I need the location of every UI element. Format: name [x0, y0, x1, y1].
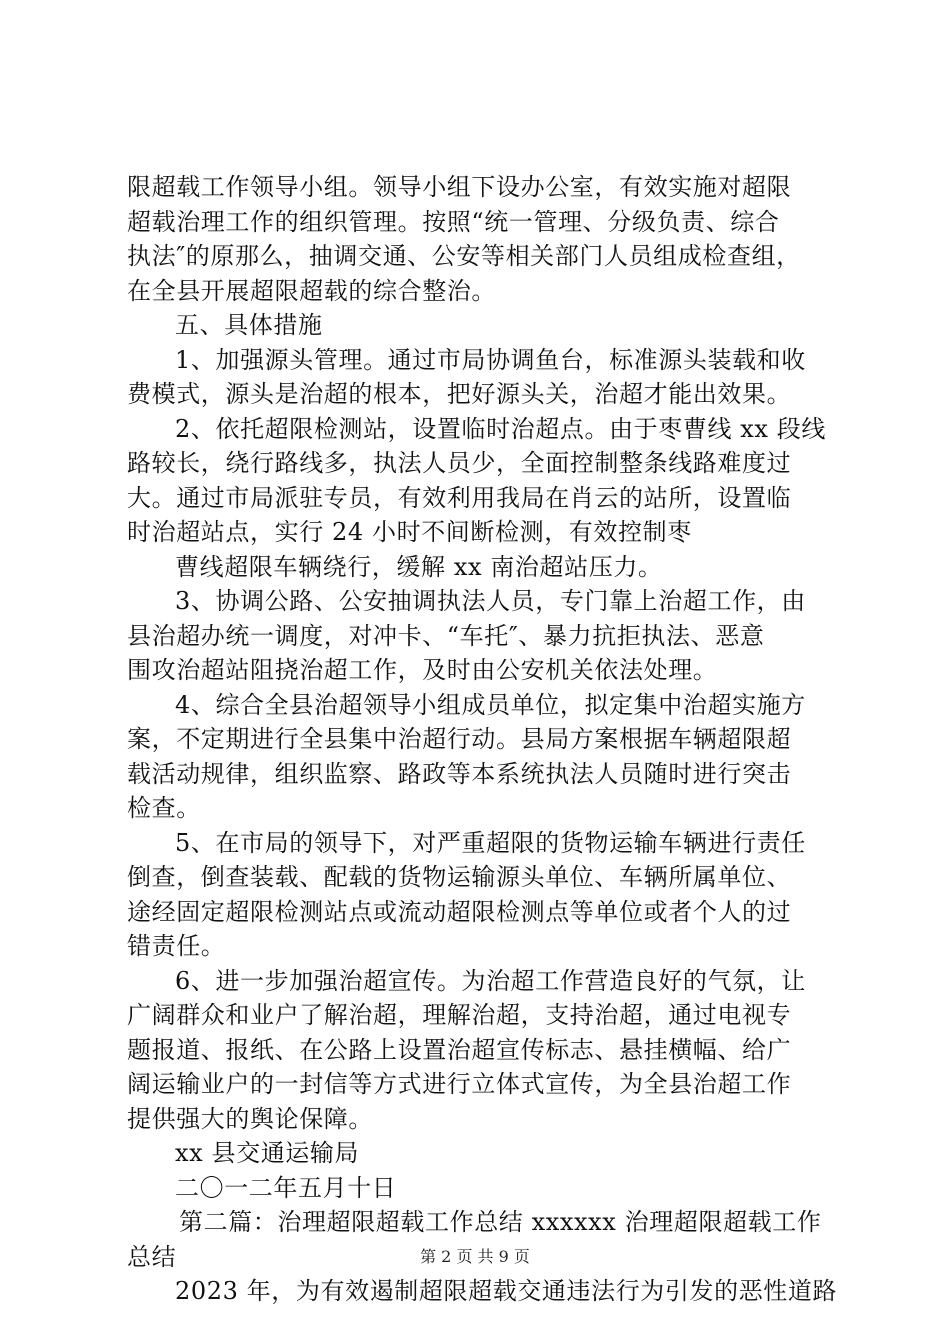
text-line: 1、加强源头管理。通过市局协调鱼台，标准源头装载和收 [175, 345, 806, 374]
text-line: 检查。 [127, 794, 201, 822]
text-line: 错责任。 [127, 932, 226, 960]
page-footer: 第 2 页 共 9 页 [420, 1247, 530, 1266]
text-line: 广阔群众和业户了解治超，理解治超，支持治超，通过电视专 [127, 1001, 792, 1029]
text-line: 五、具体措施 [175, 311, 323, 339]
text-line: 2023 年，为有效遏制超限超载交通违法行为引发的恶性道路 [175, 1277, 838, 1305]
text-line: 费模式，源头是治超的根本，把好源头关，治超才能出效果。 [127, 380, 792, 408]
text-line: 阔运输业户的一封信等方式进行立体式宣传，为全县治超工作 [127, 1070, 792, 1098]
text-line: 总结 [127, 1242, 177, 1271]
text-line: 2、依托超限检测站，设置临时治超点。由于枣曹线 xx 段线 [175, 414, 826, 443]
text-line: 超载治理工作的组织管理。按照“统一管理、分级负责、综合 [127, 207, 780, 236]
text-line: 二〇一二年五月十日 [175, 1173, 397, 1202]
text-line: 在全县开展超限超载的综合整治。 [127, 276, 496, 305]
document-body [127, 170, 839, 1309]
text-line: 5、在市局的领导下，对严重超限的货物运输车辆进行责任 [175, 828, 806, 857]
text-line: xx 县交通运输局 [175, 1139, 360, 1167]
text-line: 执法″的原那么，抽调交通、公安等相关部门人员组成检查组， [127, 242, 801, 270]
text-line: 4、综合全县治超领导小组成员单位，拟定集中治超实施方 [175, 690, 806, 719]
text-line: 3、协调公路、公安抽调执法人员，专门靠上治超工作，由 [175, 587, 806, 615]
text-line: 第二篇：治理超限超载工作总结 xxxxxx 治理超限超载工作 [179, 1208, 822, 1236]
text-line: 县治超办统一调度，对冲卡、“车托″、暴力抗拒执法、恶意 [127, 621, 765, 650]
text-line: 提供强大的舆论保障。 [127, 1104, 373, 1133]
text-line: 时治超站点，实行 24 小时不间断检测，有效控制枣 [127, 518, 692, 546]
text-line: 6、进一步加强治超宣传。为治超工作营造良好的气氛，让 [175, 966, 806, 995]
text-line: 大。通过市局派驻专员，有效利用我局在肖云的站所，设置临 [127, 483, 792, 512]
text-line: 题报道、报纸、在公路上设置治超宣传标志、悬挂横幅、给广 [127, 1035, 792, 1064]
text-line: 路较长，绕行路线多，执法人员少，全面控制整条线路难度过 [127, 449, 792, 477]
text-line: 载活动规律，组织监察、路政等本系统执法人员随时进行突击 [127, 759, 792, 788]
text-line: 限超载工作领导小组。领导小组下设办公室，有效实施对超限 [127, 173, 792, 201]
text-line: 案，不定期进行全县集中治超行动。县局方案根据车辆超限超 [127, 725, 792, 753]
text-line: 倒查，倒查装载、配载的货物运输源头单位、车辆所属单位、 [127, 863, 792, 891]
text-line: 围攻治超站阻挠治超工作，及时由公安机关依法处理。 [127, 656, 718, 684]
text-line: 曹线超限车辆绕行，缓解 xx 南治超站压力。 [175, 552, 663, 581]
text-line: 途经固定超限检测站点或流动超限检测点等单位或者个人的过 [127, 897, 792, 926]
